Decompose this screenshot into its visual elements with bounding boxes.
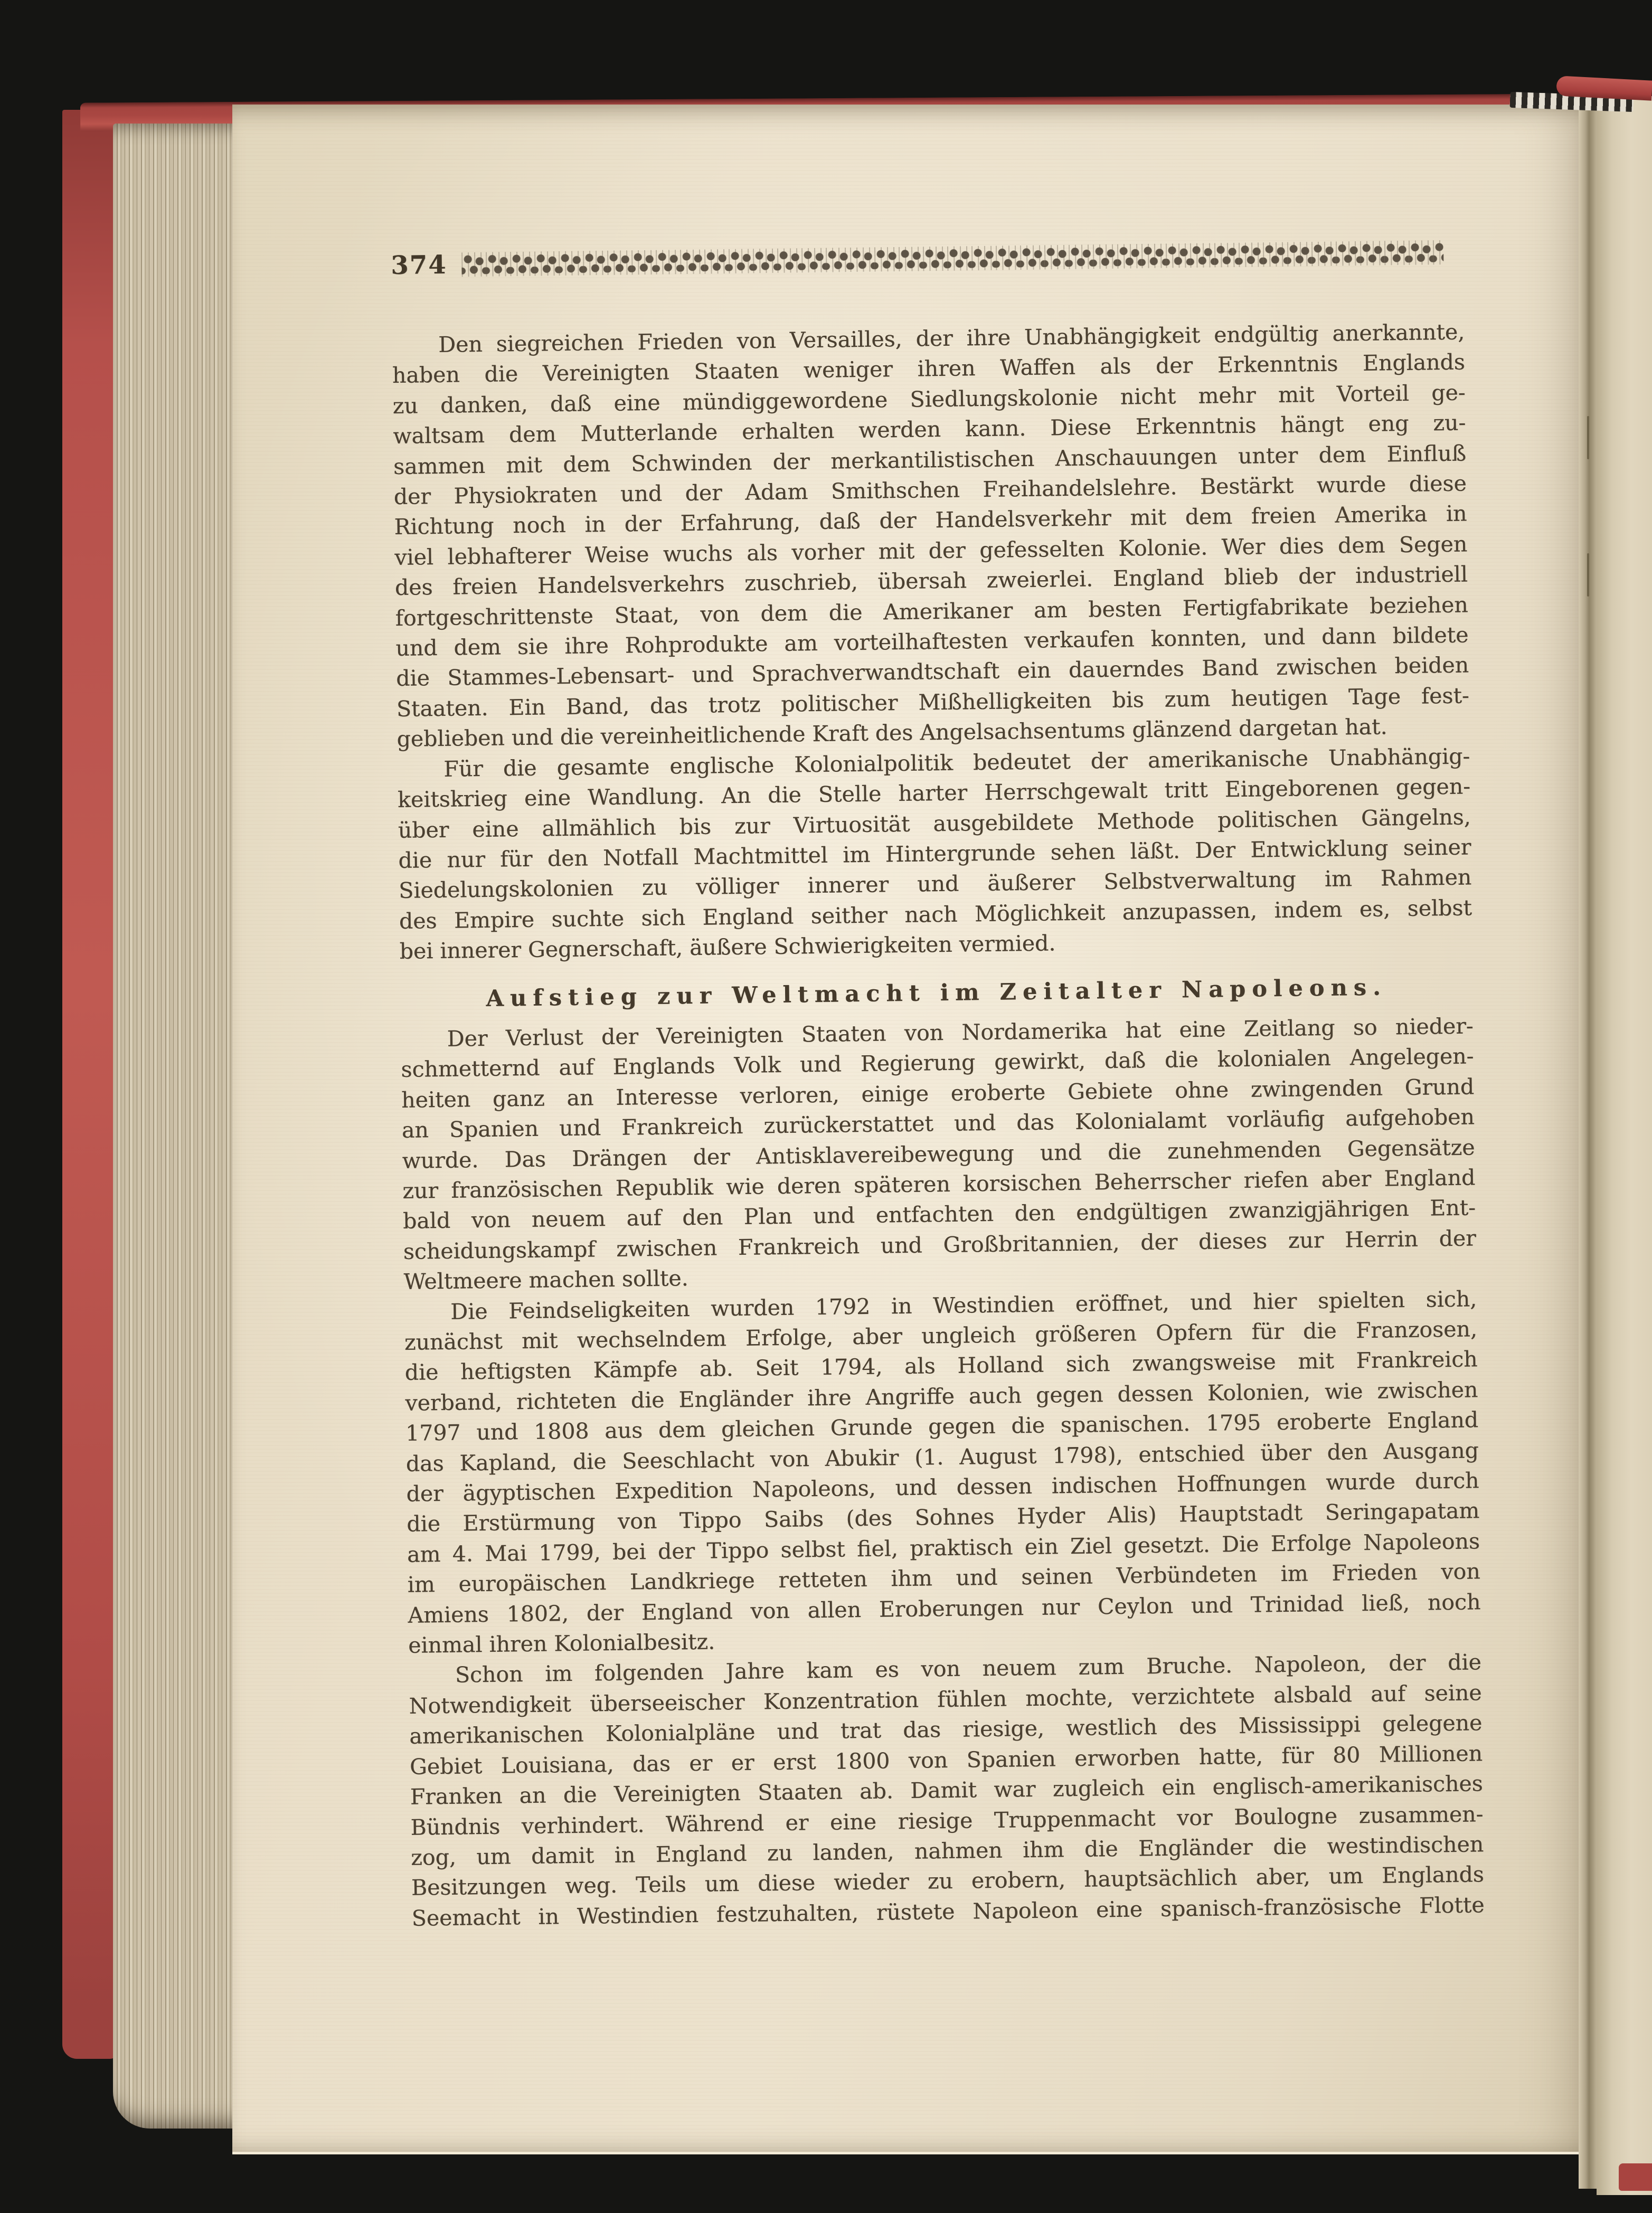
text-line: 1797 und 1808 aus dem gleichen Grunde gegen die spanischen. 1795 eroberte England — [405, 1407, 1479, 1446]
binding-stitch-icon — [1587, 553, 1589, 597]
text-line: schmetternd auf Englands Volk und Regierung gewirkt, daß die kolonialen Angelegen- — [401, 1043, 1474, 1083]
text-line: die Stammes-Lebensart- und Sprachverwandtschaft ein dauerndes Band zwischen beiden — [395, 652, 1469, 692]
text-line: Amiens 1802, der England von allen Eroberungen nur Ceylon und Trinidad ließ, noch — [408, 1588, 1481, 1628]
text-line: waltsam dem Mutterlande erhalten werden kann. Diese Erkenntnis hängt eng zu- — [393, 410, 1466, 449]
page-content — [391, 238, 1485, 1933]
section-heading — [400, 971, 1473, 1015]
gutter-fold — [1579, 99, 1598, 2189]
text-line: des freien Handelsverkehrs zuschrieb, übersah zweierlei. England blieb der industriell — [394, 561, 1468, 601]
binding-stitch-icon — [1587, 416, 1589, 459]
facing-page-sliver — [1597, 96, 1652, 2195]
text-line: des Empire suchte sich England seither nach Möglichkeit anzupassen, indem es, selbst — [399, 895, 1472, 934]
text-line: im europäischen Landkriege retteten ihm und seinen Verbündeten im Frieden von — [407, 1558, 1480, 1598]
paragraph — [400, 1011, 1476, 1297]
book-cover-left-edge — [62, 110, 119, 2059]
text-line: der ägyptischen Expedition Napoleons, und dessen indischen Hoffnungen wurde durch — [406, 1468, 1479, 1507]
text-line: die nur für den Notfall Machtmittel im Hintergrunde sehen läßt. Der Entwicklung seiner — [398, 834, 1471, 873]
text-line: die Erstürmung von Tippo Saibs (des Sohnes Hyder Alis) Hauptstadt Seringapatam — [407, 1498, 1480, 1537]
text-line: scheidungskampf zwischen Frankreich und Großbritannien, der dieses zur Herrin der — [403, 1225, 1476, 1264]
text-line: haben die Vereinigten Staaten weniger ihren Waffen als der Erkenntnis Englands — [392, 349, 1466, 389]
text-line: zur französischen Republik wie deren späteren korsischen Beherrscher riefen aber England — [402, 1165, 1476, 1204]
text-line: Gebiet Louisiana, das er er erst 1800 von Spanien erworben hatte, für 80 Millionen — [409, 1740, 1483, 1780]
paragraph — [397, 741, 1472, 967]
text-line: Für die gesamte englische Kolonialpolitik bedeutet der amerikanische Unabhängig- — [443, 743, 1470, 782]
page-header — [391, 238, 1464, 280]
text-line: bald von neuem auf den Plan und entfachten den endgültigen zwanzigjährigen Ent- — [402, 1195, 1476, 1234]
text-line: fortgeschrittenste Staat, von dem die Amerikaner am besten Fertigfabrikate beziehen — [395, 592, 1468, 631]
text-line: Franken an die Vereinigten Staaten ab. Damit war zugleich ein englisch-amerikanisches — [410, 1771, 1483, 1810]
text-line: einmal ihren Kolonialbesitz. — [408, 1629, 715, 1658]
text-line: Bündnis verhindert. Während er eine riesige Truppenmacht vor Boulogne zusammen- — [410, 1801, 1484, 1840]
text-line: bei innerer Gegnerschaft, äußere Schwierigkeiten vermied. — [399, 930, 1056, 964]
cover-red-bottom-corner — [1619, 2163, 1652, 2191]
text-line: Weltmeere machen sollte. — [403, 1265, 688, 1295]
text-line: zu danken, daß eine mündiggewordene Siedlungskolonie nicht mehr mit Vorteil ge- — [392, 380, 1466, 419]
text-line: zog, um damit in England zu landen, nahmen ihm die Engländer die westindischen — [410, 1831, 1484, 1870]
text-line: amerikanischen Kolonialpläne und trat das riesige, westlich des Mississippi gelegene — [409, 1710, 1483, 1749]
text-line: Besitzungen weg. Teils um diese wieder zu erobern, hauptsächlich aber, um Englands — [411, 1861, 1485, 1901]
text-line: zunächst mit wechselndem Erfolge, aber ungleich größeren Opfern für die Franzosen, — [404, 1316, 1478, 1355]
text-line: verband, richteten die Engländer ihre Angriffe auch gegen dessen Kolonien, wie zwischen — [405, 1377, 1478, 1416]
text-line: Siedelungskolonien zu völliger innerer und äußerer Selbstverwaltung im Rahmen — [398, 864, 1472, 904]
text-line: Staaten. Ein Band, das trotz politischer Mißhelligkeiten bis zum heutigen Tage fest- — [396, 683, 1470, 722]
text-line: Richtung noch in der Erfahrung, daß der Handelsverkehr mit dem freien Amerika in — [394, 500, 1467, 540]
text-line: geblieben und die vereinheitlichende Kraft des Angelsachsentums glänzend dargetan hat. — [397, 714, 1387, 752]
text-line: Schon im folgenden Jahre kam es von neuem zum Bruche. Napoleon, der die — [455, 1649, 1482, 1688]
text-line: das Kapland, die Seeschlacht von Abukir (1. August 1798), entschied über den Ausgang — [405, 1437, 1479, 1477]
paragraph — [404, 1284, 1481, 1661]
text-line: Seemacht in Westindien festzuhalten, rüstete Napoleon eine spanisch-französische Flotte — [411, 1892, 1485, 1931]
text-line: am 4. Mai 1799, bei der Tippo selbst fiel, praktisch ein Ziel gesetzt. Die Erfolge Napoleons — [407, 1528, 1480, 1567]
floral-scroll-band-icon — [461, 240, 1443, 277]
text-line: und dem sie ihre Rohprodukte am vorteilhaftesten verkaufen konnten, und dann bildete — [395, 622, 1469, 661]
paragraph — [409, 1648, 1485, 1934]
text-line: sammen mit dem Schwinden der merkantilistischen Anschauungen unter dem Einfluß — [393, 440, 1467, 479]
text-line: Der Verlust der Vereinigten Staaten von Nordamerika hat eine Zeitlang so nieder- — [447, 1013, 1474, 1052]
text-line: Notwendigkeit überseeischer Konzentration fühlen mochte, verzichtete alsbald auf seine — [409, 1680, 1482, 1719]
page-number: 374 — [390, 250, 447, 280]
text-line: Den siegreichen Frieden von Versailles, der ihre Unabhängigkeit endgültig anerkannte, — [438, 319, 1465, 357]
paragraph — [392, 317, 1470, 754]
text-body — [392, 317, 1485, 1933]
text-line: an Spanien und Frankreich zurückerstattet und das Kolonialamt vorläufig aufgehoben — [401, 1104, 1475, 1143]
text-line: der Physiokraten und der Adam Smithschen Freihandelslehre. Bestärkt wurde diese — [393, 470, 1467, 509]
page-stack-fore-edge — [113, 124, 237, 2129]
text-line: viel lebhafterer Weise wuchs als vorher mit der gefesselten Kolonie. Wer dies dem Segen — [394, 531, 1468, 570]
text-line: über eine allmählich bis zur Virtuosität ausgebildete Methode politischen Gängelns, — [398, 803, 1471, 843]
text-line: Die Feindseligkeiten wurden 1792 in Westindien eröffnet, und hier spielten sich, — [450, 1285, 1477, 1325]
heading-text: Aufstieg zur Weltmacht im Zeitalter Napoleons. — [486, 973, 1387, 1012]
book-page — [232, 105, 1582, 2154]
text-line: heiten ganz an Interesse verloren, einige eroberte Gebiete ohne zwingenden Grund — [401, 1074, 1475, 1113]
text-line: wurde. Das Drängen der Antisklavereibewegung und die zunehmenden Gegensätze — [402, 1134, 1475, 1174]
text-line: die heftigsten Kämpfe ab. Seit 1794, als Holland sich zwangsweise mit Frankreich — [404, 1346, 1478, 1386]
text-line: keitskrieg eine Wandlung. An die Stelle harter Herrschgewalt tritt Eingeborenen gegen- — [397, 773, 1471, 813]
